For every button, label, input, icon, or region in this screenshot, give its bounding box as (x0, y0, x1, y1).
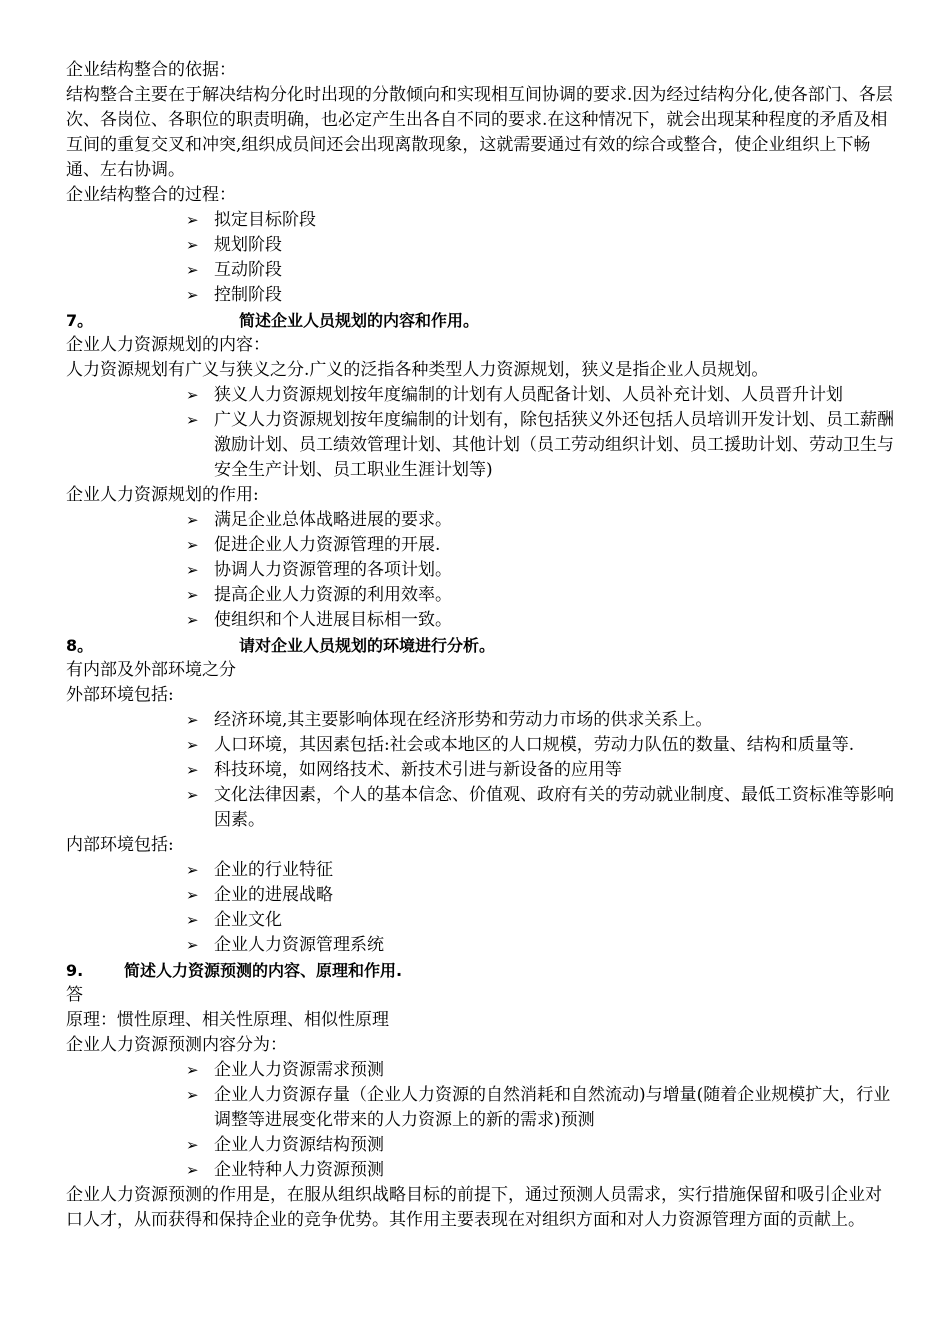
q9-answer: 答 (66, 985, 83, 1005)
list-item (186, 1133, 896, 1158)
list-item-text: 企业文化 (214, 910, 282, 930)
arrow-bullet-icon: ➢ (186, 1061, 199, 1079)
list-item-text: 企业的行业特征 (214, 860, 333, 880)
list-item (186, 533, 896, 558)
list-item-text: 提高企业人力资源的利用效率。 (214, 585, 452, 605)
list-item (186, 208, 896, 233)
list-item (186, 608, 896, 633)
list-item (186, 758, 896, 783)
structure-process-list (186, 208, 896, 308)
arrow-bullet-icon: ➢ (186, 511, 199, 529)
question-8-heading (66, 633, 896, 658)
q8-external-label: 外部环境包括: (66, 685, 174, 705)
list-item (186, 583, 896, 608)
structure-process-label: 企业结构整合的过程： (66, 185, 236, 205)
q7-content-list (186, 383, 896, 483)
list-item-text: 人口环境，其因素包括:社会或本地区的人口规模，劳动力队伍的数量、结构和质量等. (214, 735, 855, 755)
list-item-text: 使组织和个人进展目标相一致。 (214, 610, 452, 630)
arrow-bullet-icon: ➢ (186, 711, 199, 729)
arrow-bullet-icon: ➢ (186, 536, 199, 554)
structure-basis-label: 企业结构整合的依据： (66, 60, 236, 80)
question-9-heading (66, 958, 896, 983)
arrow-bullet-icon: ➢ (186, 736, 199, 754)
list-item (186, 408, 896, 483)
arrow-bullet-icon: ➢ (186, 1136, 199, 1154)
list-item-text: 满足企业总体战略进展的要求。 (214, 510, 452, 530)
document-page (66, 58, 896, 1233)
list-item-text: 控制阶段 (214, 285, 282, 305)
q8-internal-list (186, 858, 896, 958)
q9-principle: 原理：惯性原理、相关性原理、相似性原理 (66, 1010, 389, 1030)
question-9-number: 9. (66, 961, 84, 980)
list-item-text: 规划阶段 (214, 235, 282, 255)
list-item (186, 233, 896, 258)
list-item-text: 企业的进展战略 (214, 885, 333, 905)
arrow-bullet-icon: ➢ (186, 886, 199, 904)
arrow-bullet-icon: ➢ (186, 561, 199, 579)
arrow-bullet-icon: ➢ (186, 1161, 199, 1179)
arrow-bullet-icon: ➢ (186, 286, 199, 304)
list-item-text: 拟定目标阶段 (214, 210, 316, 230)
list-item (186, 508, 896, 533)
list-item (186, 733, 896, 758)
q9-content-label: 企业人力资源预测内容分为： (66, 1035, 287, 1055)
arrow-bullet-icon: ➢ (186, 386, 199, 404)
q7-role-list (186, 508, 896, 633)
arrow-bullet-icon: ➢ (186, 586, 199, 604)
question-7-title: 简述企业人员规划的内容和作用。 (239, 311, 480, 330)
arrow-bullet-icon: ➢ (186, 936, 199, 954)
list-item (186, 1083, 896, 1133)
list-item (186, 283, 896, 308)
list-item-text: 经济环境,其主要影响体现在经济形势和劳动力市场的供求关系上。 (214, 710, 713, 730)
list-item-text: 企业特种人力资源预测 (214, 1160, 384, 1180)
list-item-text: 广义人力资源规划按年度编制的计划有，除包括狭义外还包括人员培训开发计划、员工薪酬激励计划、员工绩效管理计划、其他计划（员工劳动组织计划、员工援助计划、劳动卫生与安全生产计划、员工职业生涯计划等) (214, 410, 894, 480)
question-8-title: 请对企业人员规划的环境进行分析。 (239, 636, 496, 655)
arrow-bullet-icon: ➢ (186, 411, 199, 429)
list-item (186, 1158, 896, 1183)
arrow-bullet-icon: ➢ (186, 861, 199, 879)
question-7-heading (66, 308, 896, 333)
arrow-bullet-icon: ➢ (186, 1086, 199, 1104)
list-item-text: 企业人力资源管理系统 (214, 935, 384, 955)
arrow-bullet-icon: ➢ (186, 236, 199, 254)
list-item (186, 883, 896, 908)
list-item-text: 企业人力资源存量（企业人力资源的自然消耗和自然流动)与增量(随着企业规模扩大，行业调整等进展变化带来的人力资源上的新的需求)预测 (214, 1085, 891, 1130)
q8-intro: 有内部及外部环境之分 (66, 660, 236, 680)
q7-content-text: 人力资源规划有广义与狭义之分.广义的泛指各种类型人力资源规划，狭义是指企业人员规划。 (66, 360, 769, 380)
q9-content-list (186, 1058, 896, 1183)
list-item-text: 促进企业人力资源管理的开展. (214, 535, 441, 555)
arrow-bullet-icon: ➢ (186, 611, 199, 629)
arrow-bullet-icon: ➢ (186, 911, 199, 929)
q8-internal-label: 内部环境包括: (66, 835, 174, 855)
question-7-number: 7。 (66, 311, 94, 330)
list-item (186, 383, 896, 408)
list-item-text: 文化法律因素，个人的基本信念、价值观、政府有关的劳动就业制度、最低工资标准等影响因素。 (214, 785, 894, 830)
structure-basis-text: 结构整合主要在于解决结构分化时出现的分散倾向和实现相互间协调的要求.因为经过结构分化,使各部门、各层次、各岗位、各职位的职责明确，也必定产生出各自不同的要求.在这种情况下，就会出现某种程度的矛盾及相互间的重复交叉和冲突,组织成员间还会出现离散现象，这就需要通过有效的综合或整合，使企业组织上下畅通、左右协调。 (66, 85, 893, 180)
list-item (186, 858, 896, 883)
q7-role-label: 企业人力资源规划的作用: (66, 485, 259, 505)
list-item-text: 企业人力资源需求预测 (214, 1060, 384, 1080)
list-item-text: 科技环境，如网络技术、新技术引进与新设备的应用等 (214, 760, 622, 780)
q7-content-label: 企业人力资源规划的内容： (66, 335, 270, 355)
arrow-bullet-icon: ➢ (186, 211, 199, 229)
list-item (186, 258, 896, 283)
list-item (186, 558, 896, 583)
question-8-number: 8。 (66, 636, 94, 655)
list-item (186, 1058, 896, 1083)
list-item-text: 协调人力资源管理的各项计划。 (214, 560, 452, 580)
list-item (186, 933, 896, 958)
arrow-bullet-icon: ➢ (186, 761, 199, 779)
question-9-title: 简述人力资源预测的内容、原理和作用. (124, 961, 403, 980)
list-item-text: 企业人力资源结构预测 (214, 1135, 384, 1155)
list-item (186, 708, 896, 733)
list-item-text: 互动阶段 (214, 260, 282, 280)
list-item (186, 783, 896, 833)
q9-role-text: 企业人力资源预测的作用是，在服从组织战略目标的前提下，通过预测人员需求，实行措施保留和吸引企业对口人才，从而获得和保持企业的竞争优势。其作用主要表现在对组织方面和对人力资源管理方面的贡献上。 (66, 1185, 882, 1230)
list-item (186, 908, 896, 933)
q8-external-list (186, 708, 896, 833)
arrow-bullet-icon: ➢ (186, 786, 199, 804)
arrow-bullet-icon: ➢ (186, 261, 199, 279)
list-item-text: 狭义人力资源规划按年度编制的计划有人员配备计划、人员补充计划、人员晋升计划 (214, 385, 843, 405)
